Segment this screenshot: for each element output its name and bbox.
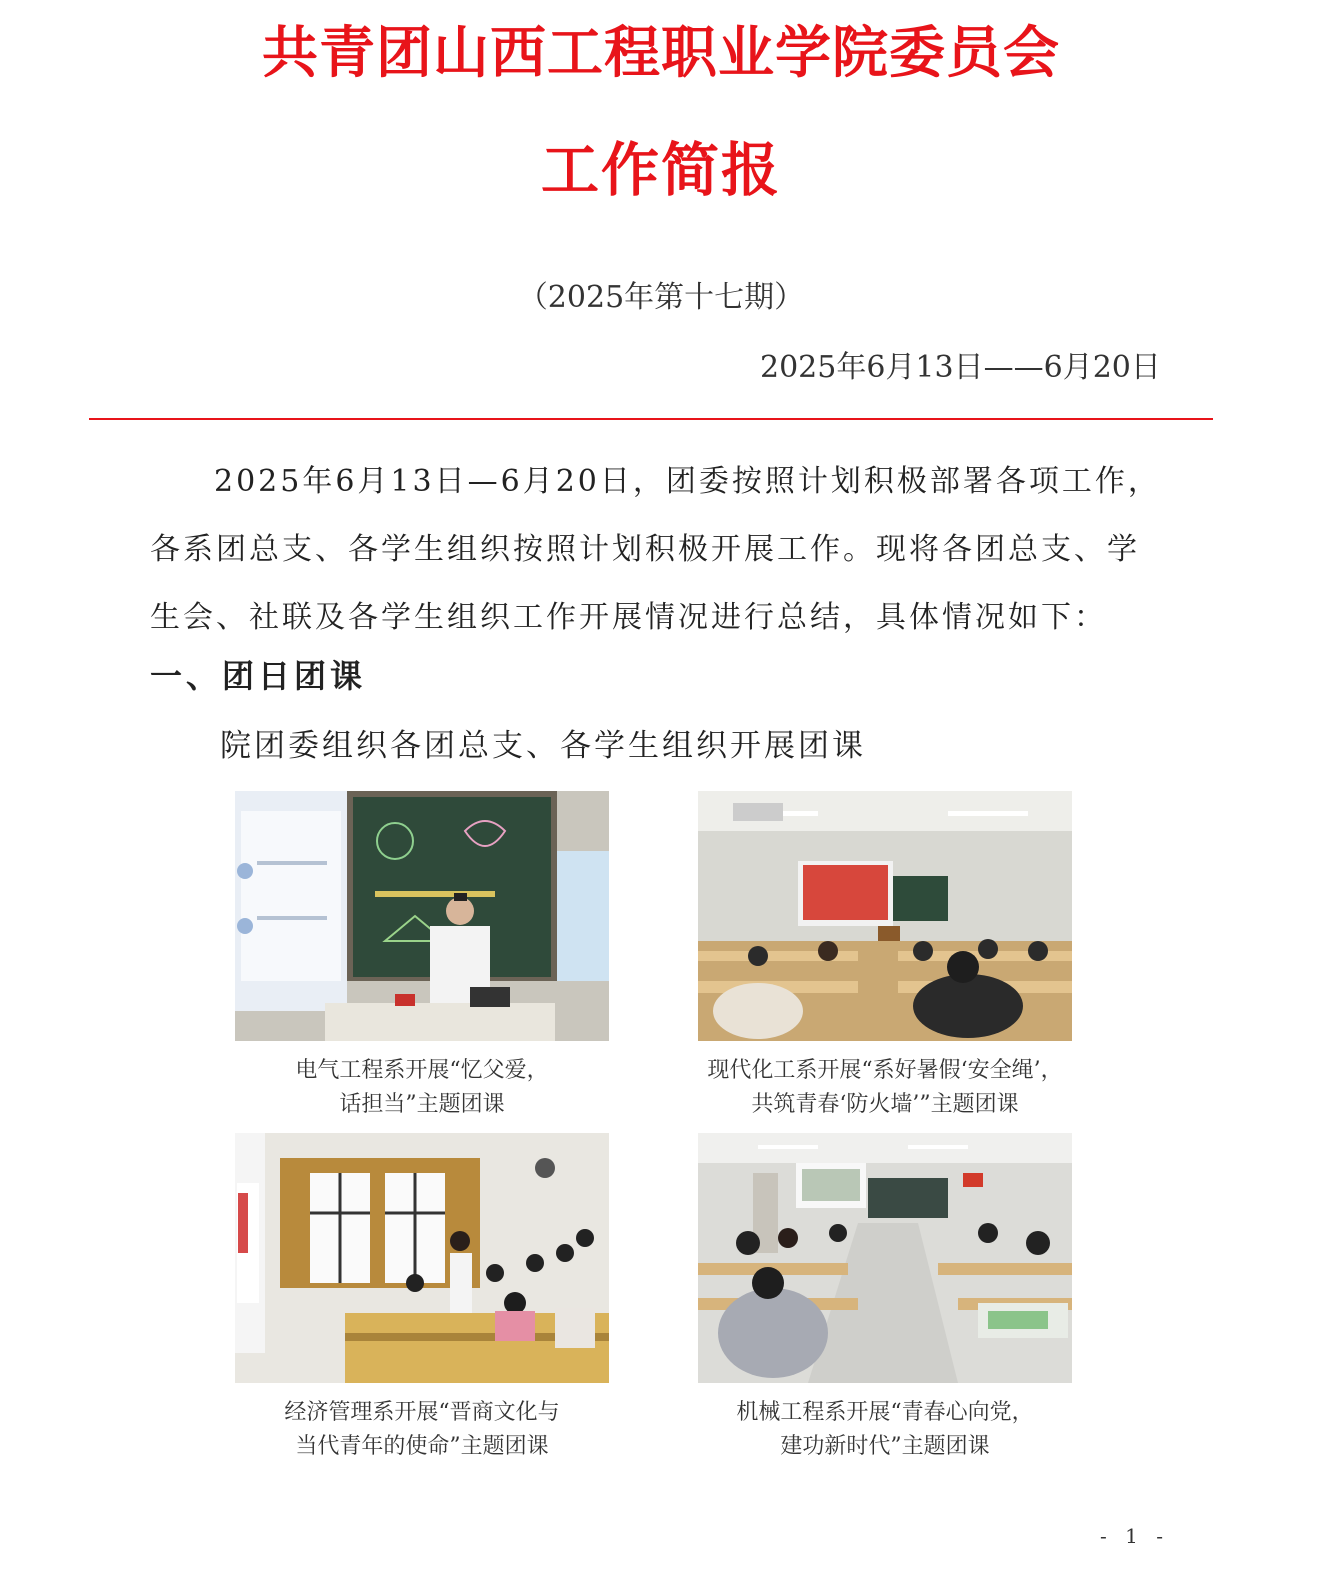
photo-electrical-dept — [235, 791, 609, 1041]
section-heading: 一、团日团课 — [150, 657, 367, 695]
intro-paragraph: 2025年6月13日—6月20日，团委按照计划积极部署各项工作，各系团总支、各学生组织按照计划积极开展工作。现将各团总支、学生会、社联及各学生组织工作开展情况进行总结，具体情况如下： — [150, 464, 1161, 635]
photo-mechanical-dept — [698, 1133, 1072, 1383]
photo-chemical-dept — [698, 791, 1072, 1041]
caption-line: 话担当”主题团课 — [339, 1092, 505, 1117]
header-divider — [89, 418, 1213, 420]
caption-chemical-dept — [665, 1054, 1105, 1122]
caption-line: 现代化工系开展“系好暑假‘安全绳’， — [707, 1058, 1063, 1083]
caption-electrical-dept — [202, 1054, 642, 1122]
caption-line: 机械工程系开展“青春心向党， — [736, 1400, 1034, 1425]
caption-economics-dept — [202, 1396, 642, 1464]
caption-line: 经济管理系开展“晋商文化与 — [284, 1400, 560, 1425]
caption-line: 共筑青春‘防火墙’”主题团课 — [751, 1092, 1019, 1117]
bulletin-title: 工作简报 — [540, 136, 781, 204]
section-intro: 院团委组织各团总支、各学生组织开展团课 — [220, 728, 866, 764]
page-number: - 1 - — [1100, 1524, 1169, 1548]
issue-number: （2025年第十七期） — [517, 280, 805, 315]
report-period: 2025年6月13日——6月20日 — [760, 350, 1161, 385]
org-title: 共青团山西工程职业学院委员会 — [262, 21, 1060, 86]
caption-line: 建功新时代”主题团课 — [780, 1434, 990, 1459]
caption-line: 电气工程系开展“忆父爱， — [295, 1058, 549, 1083]
photo-economics-dept — [235, 1133, 609, 1383]
caption-line: 当代青年的使命”主题团课 — [295, 1434, 549, 1459]
caption-mechanical-dept — [665, 1396, 1105, 1464]
